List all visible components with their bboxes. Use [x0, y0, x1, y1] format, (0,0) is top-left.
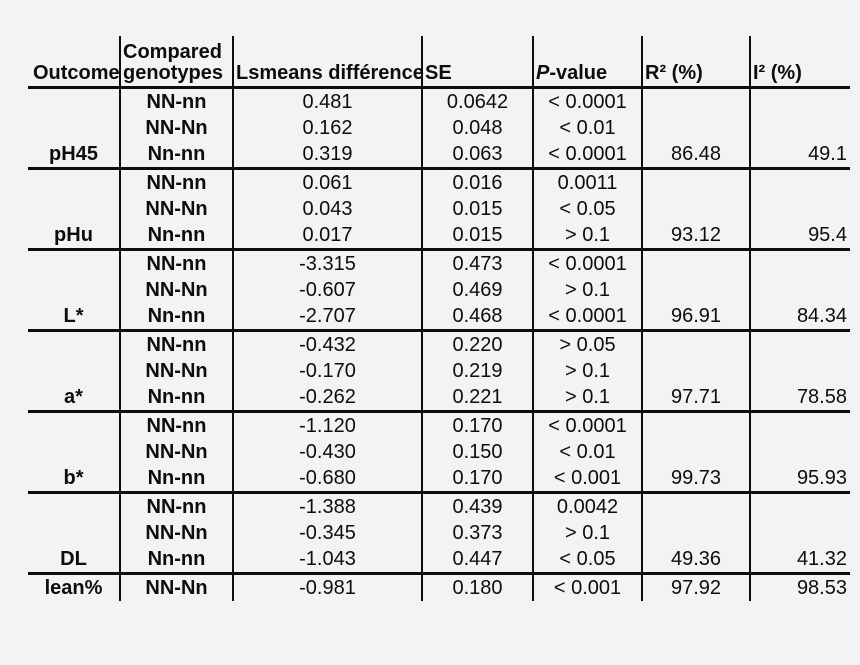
pvalue-cell: < 0.001	[533, 465, 642, 493]
header-p-italic: P	[536, 62, 550, 84]
pvalue-cell: < 0.001	[533, 574, 642, 602]
genotype-cell: NN-Nn	[120, 196, 233, 222]
lsmeans-cell: 0.481	[233, 88, 422, 116]
r2-cell	[642, 493, 750, 521]
outcome-cell	[28, 115, 120, 141]
outcome-cell: DL	[28, 546, 120, 574]
table-row	[28, 303, 850, 331]
se-cell: 0.0642	[422, 88, 533, 116]
outcome-cell	[28, 493, 120, 521]
i2-cell	[750, 439, 850, 465]
i2-cell	[750, 358, 850, 384]
header-p-value	[533, 36, 642, 88]
table-row	[28, 439, 850, 465]
header-compared-genotypes	[120, 36, 233, 88]
i2-cell	[750, 277, 850, 303]
pvalue-cell: < 0.0001	[533, 141, 642, 169]
pvalue-cell: > 0.05	[533, 331, 642, 359]
table-row	[28, 277, 850, 303]
genotype-cell: NN-nn	[120, 331, 233, 359]
i2-cell: 49.1	[750, 141, 850, 169]
pvalue-cell: 0.0011	[533, 169, 642, 197]
outcome-cell	[28, 196, 120, 222]
table-row	[28, 520, 850, 546]
se-cell: 0.150	[422, 439, 533, 465]
se-cell: 0.473	[422, 250, 533, 278]
se-cell: 0.439	[422, 493, 533, 521]
r2-cell: 97.71	[642, 384, 750, 412]
se-cell: 0.048	[422, 115, 533, 141]
i2-cell: 95.93	[750, 465, 850, 493]
i2-cell: 41.32	[750, 546, 850, 574]
pvalue-cell: < 0.0001	[533, 303, 642, 331]
lsmeans-cell: -1.388	[233, 493, 422, 521]
genotype-cell: NN-Nn	[120, 277, 233, 303]
outcome-cell: pH45	[28, 141, 120, 169]
outcome-cell	[28, 412, 120, 440]
outcome-cell	[28, 169, 120, 197]
pvalue-cell: < 0.0001	[533, 250, 642, 278]
pvalue-cell: < 0.05	[533, 546, 642, 574]
r2-cell	[642, 277, 750, 303]
genotype-cell: Nn-nn	[120, 303, 233, 331]
lsmeans-cell: -0.680	[233, 465, 422, 493]
results-table-body	[28, 88, 850, 602]
lsmeans-cell: -0.981	[233, 574, 422, 602]
header-compared-line2: genotypes	[123, 62, 224, 84]
r2-cell	[642, 439, 750, 465]
i2-cell	[750, 115, 850, 141]
genotype-cell: Nn-nn	[120, 141, 233, 169]
outcome-cell	[28, 520, 120, 546]
lsmeans-cell: 0.061	[233, 169, 422, 197]
genotype-cell: NN-nn	[120, 169, 233, 197]
lsmeans-cell: -0.345	[233, 520, 422, 546]
i2-cell: 98.53	[750, 574, 850, 602]
pvalue-cell: > 0.1	[533, 222, 642, 250]
table-row	[28, 196, 850, 222]
pvalue-cell: < 0.01	[533, 439, 642, 465]
se-cell: 0.016	[422, 169, 533, 197]
genotype-cell: NN-nn	[120, 250, 233, 278]
table-row	[28, 331, 850, 359]
table-row	[28, 412, 850, 440]
pvalue-cell: > 0.1	[533, 277, 642, 303]
lsmeans-cell: -0.432	[233, 331, 422, 359]
r2-cell	[642, 169, 750, 197]
r2-cell	[642, 358, 750, 384]
r2-cell	[642, 115, 750, 141]
i2-cell	[750, 331, 850, 359]
se-cell: 0.015	[422, 222, 533, 250]
outcome-cell	[28, 439, 120, 465]
i2-cell	[750, 493, 850, 521]
table-row	[28, 250, 850, 278]
lsmeans-cell: -3.315	[233, 250, 422, 278]
lsmeans-cell: -2.707	[233, 303, 422, 331]
lsmeans-cell: -0.607	[233, 277, 422, 303]
r2-cell	[642, 250, 750, 278]
i2-cell: 84.34	[750, 303, 850, 331]
outcome-cell: a*	[28, 384, 120, 412]
table-row	[28, 358, 850, 384]
se-cell: 0.468	[422, 303, 533, 331]
se-cell: 0.170	[422, 412, 533, 440]
pvalue-cell: > 0.1	[533, 384, 642, 412]
r2-cell: 86.48	[642, 141, 750, 169]
genotype-cell: NN-Nn	[120, 358, 233, 384]
lsmeans-cell: 0.162	[233, 115, 422, 141]
genotype-cell: NN-nn	[120, 493, 233, 521]
r2-cell: 49.36	[642, 546, 750, 574]
se-cell: 0.015	[422, 196, 533, 222]
outcome-cell	[28, 88, 120, 116]
pvalue-cell: < 0.0001	[533, 412, 642, 440]
table-row	[28, 465, 850, 493]
i2-cell: 78.58	[750, 384, 850, 412]
outcome-cell	[28, 277, 120, 303]
header-compared-line1: Compared	[123, 41, 222, 63]
genotype-cell: Nn-nn	[120, 546, 233, 574]
genotype-cell: NN-nn	[120, 412, 233, 440]
pvalue-cell: > 0.1	[533, 358, 642, 384]
header-row	[28, 36, 850, 88]
genotype-cell: NN-Nn	[120, 520, 233, 546]
outcome-cell: L*	[28, 303, 120, 331]
se-cell: 0.447	[422, 546, 533, 574]
header-r-squared: R² (%)	[642, 36, 750, 88]
lsmeans-cell: -0.430	[233, 439, 422, 465]
i2-cell	[750, 169, 850, 197]
table-row	[28, 574, 850, 602]
r2-cell	[642, 520, 750, 546]
genotype-cell: Nn-nn	[120, 465, 233, 493]
r2-cell	[642, 412, 750, 440]
se-cell: 0.170	[422, 465, 533, 493]
lsmeans-cell: 0.043	[233, 196, 422, 222]
r2-cell	[642, 88, 750, 116]
outcome-cell	[28, 250, 120, 278]
outcome-cell: lean%	[44, 577, 103, 599]
lsmeans-cell: -1.120	[233, 412, 422, 440]
pvalue-cell: < 0.0001	[533, 88, 642, 116]
i2-cell	[750, 412, 850, 440]
genotype-cell: NN-Nn	[120, 439, 233, 465]
r2-cell: 93.12	[642, 222, 750, 250]
table-row	[28, 384, 850, 412]
outcome-cell: pHu	[28, 222, 120, 250]
lsmeans-cell: -0.170	[233, 358, 422, 384]
genotype-cell: Nn-nn	[120, 384, 233, 412]
i2-cell	[750, 250, 850, 278]
genotype-cell: Nn-nn	[120, 222, 233, 250]
header-i-squared: I² (%)	[750, 36, 850, 88]
genotype-cell: NN-Nn	[120, 115, 233, 141]
se-cell: 0.219	[422, 358, 533, 384]
table-row	[28, 88, 850, 116]
table-row	[28, 115, 850, 141]
lsmeans-cell: 0.017	[233, 222, 422, 250]
outcome-cell: b*	[28, 465, 120, 493]
se-cell: 0.220	[422, 331, 533, 359]
header-se: SE	[422, 36, 533, 88]
header-p-rest: -value	[549, 62, 608, 84]
table-row	[28, 546, 850, 574]
genotype-cell: NN-Nn	[120, 574, 233, 602]
i2-cell	[750, 88, 850, 116]
i2-cell: 95.4	[750, 222, 850, 250]
results-table	[28, 36, 850, 601]
pvalue-cell: > 0.1	[533, 520, 642, 546]
r2-cell	[642, 331, 750, 359]
se-cell: 0.180	[422, 574, 533, 602]
table-row	[28, 169, 850, 197]
r2-cell: 99.73	[642, 465, 750, 493]
genotype-cell: NN-nn	[120, 88, 233, 116]
i2-cell	[750, 520, 850, 546]
i2-cell	[750, 196, 850, 222]
lsmeans-cell: -0.262	[233, 384, 422, 412]
se-cell: 0.469	[422, 277, 533, 303]
outcome-cell	[28, 358, 120, 384]
header-outcome: Outcome	[28, 36, 120, 88]
lsmeans-cell: 0.319	[233, 141, 422, 169]
r2-cell: 96.91	[642, 303, 750, 331]
r2-cell: 97.92	[642, 574, 750, 602]
se-cell: 0.373	[422, 520, 533, 546]
header-lsmeans-difference: Lsmeans différence	[233, 36, 422, 88]
table-row	[28, 493, 850, 521]
se-cell: 0.063	[422, 141, 533, 169]
outcome-cell	[28, 331, 120, 359]
pvalue-cell: < 0.01	[533, 115, 642, 141]
pvalue-cell: 0.0042	[533, 493, 642, 521]
lsmeans-cell: -1.043	[233, 546, 422, 574]
table-row	[28, 222, 850, 250]
se-cell: 0.221	[422, 384, 533, 412]
table-row	[28, 141, 850, 169]
pvalue-cell: < 0.05	[533, 196, 642, 222]
r2-cell	[642, 196, 750, 222]
